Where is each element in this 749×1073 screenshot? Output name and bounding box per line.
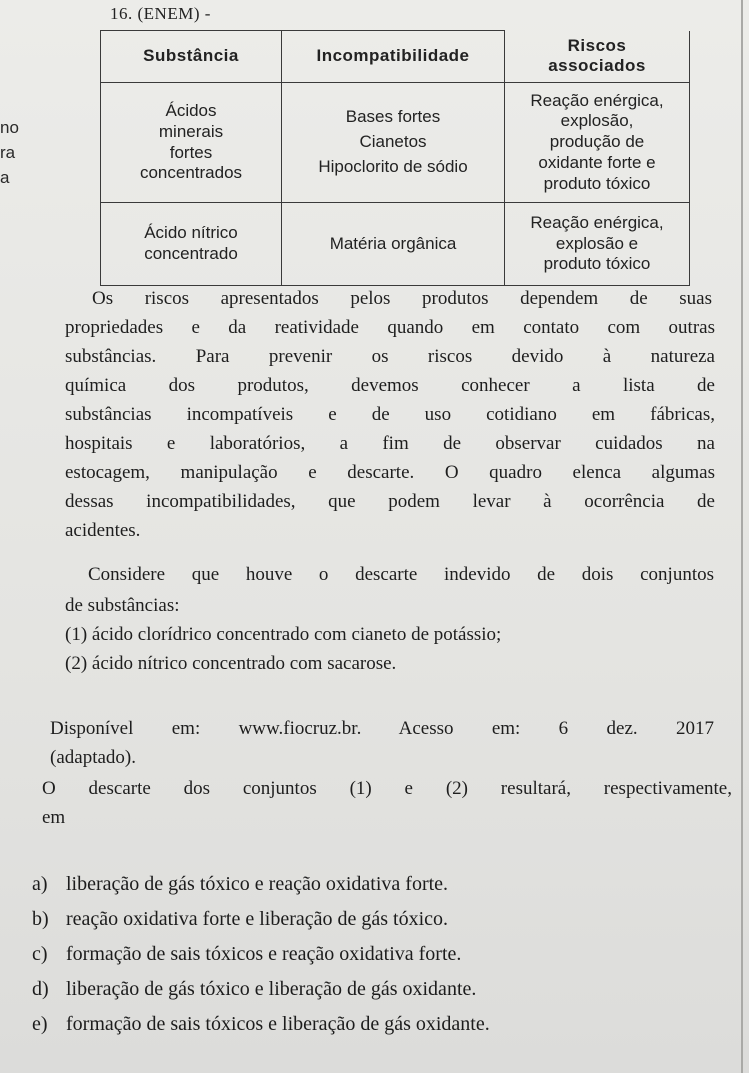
margin-fragment: ra [0,143,16,162]
table-row [101,83,690,203]
paragraph-line: Considere que houve o descarte indevido de dois conjuntos [88,564,714,585]
answer-option-c[interactable] [32,943,722,966]
option-letter: a) [32,873,48,895]
cell-line: concentrados [139,163,243,183]
answer-option-e[interactable] [32,1013,722,1036]
source-citation [50,714,714,772]
cell-line: produto tóxico [543,254,651,274]
answer-option-b[interactable] [32,908,722,931]
paragraph-intro [92,284,712,313]
prompt-line: em [42,807,66,828]
cell-line: concentrado [144,244,238,263]
cell-line: explosão e [555,233,639,253]
question-prompt [42,774,732,832]
table-row [101,203,690,286]
cell-incompatibilidade [282,83,505,203]
cell-line: fortes [169,142,213,162]
paragraph-intro-body [65,313,715,545]
cell-line: Hipoclorito de sódio [318,156,468,176]
margin-fragment: no [0,118,19,137]
cell-line: Reação enérgica, [530,212,664,232]
table-header-row [101,31,690,83]
header-riscos-line: associados [548,56,646,76]
answer-option-d[interactable] [32,978,722,1001]
margin-fragment: a [0,168,10,187]
option-text: formação de sais tóxicos e liberação de gás oxidante. [66,1013,490,1035]
option-text: liberação de gás tóxico e liberação de gás oxidante. [66,978,477,1000]
incompatibility-table [100,30,690,286]
option-letter: d) [32,978,49,1000]
header-riscos [505,31,690,83]
cell-line: minerais [158,121,224,141]
cell-riscos [505,203,690,286]
cell-line: Matéria orgânica [329,233,457,253]
option-letter: c) [32,943,48,965]
header-incompatibilidade: Incompatibilidade [282,31,505,83]
cell-line: Bases fortes [345,107,441,127]
option-text: liberação de gás tóxico e reação oxidativa forte. [66,873,449,895]
header-substancia: Substância [101,31,282,83]
source-line: Disponível em: www.fiocruz.br. Acesso em: 6 dez. 2017 [50,718,714,739]
cell-incompatibilidade [282,203,505,286]
paragraph-line: substâncias incompatíveis e de uso cotidiano em fábricas, [65,404,715,425]
cell-substancia [101,203,282,286]
source-line: (adaptado). [50,747,136,768]
cell-line: produção de [549,132,645,152]
option-letter: e) [32,1013,48,1035]
prompt-line: O descarte dos conjuntos (1) e (2) resultará, respectivamente, [42,778,732,799]
option-text: reação oxidativa forte e liberação de gás tóxico. [66,908,449,930]
cell-substancia [101,83,282,203]
paragraph-line: de substâncias: [65,595,180,616]
header-riscos-line: Riscos [567,35,627,55]
paragraph-line: química dos produtos, devemos conhecer a lista de [65,375,715,396]
answer-option-a[interactable] [32,873,722,896]
paragraph-line: estocagem, manipulação e descarte. O quadro elenca algumas [65,462,715,483]
cell-line: oxidante forte e [538,152,656,172]
cell-riscos [505,83,690,203]
paragraph-consider-body [65,591,715,678]
paragraph-line: (1) ácido clorídrico concentrado com cianeto de potássio; [65,624,502,645]
cell-line: Ácidos [165,101,217,121]
paragraph-line: propriedades e da reatividade quando em contato com outras [65,317,715,338]
page-edge-line [741,0,743,1073]
option-letter: b) [32,908,49,930]
paragraph-line: Os riscos apresentados pelos produtos dependem de suas [92,288,712,309]
paragraph-line: dessas incompatibilidades, que podem levar à ocorrência de [65,491,715,512]
paragraph-line: substâncias. Para prevenir os riscos devido à natureza [65,346,715,367]
cell-line: Cianetos [359,132,427,152]
cell-line: Reação enérgica, [530,90,664,110]
option-text: formação de sais tóxicos e reação oxidativa forte. [66,943,462,965]
cell-line: Ácido nítrico [144,223,238,243]
cell-line: explosão, [560,111,634,131]
question-header: 16. (ENEM) - [110,4,211,23]
paragraph-consider [88,560,714,589]
paragraph-line: (2) ácido nítrico concentrado com sacarose. [65,653,397,674]
cell-line: produto tóxico [543,173,651,193]
paragraph-line: acidentes. [65,520,141,541]
paragraph-line: hospitais e laboratórios, a fim de observar cuidados na [65,433,715,454]
